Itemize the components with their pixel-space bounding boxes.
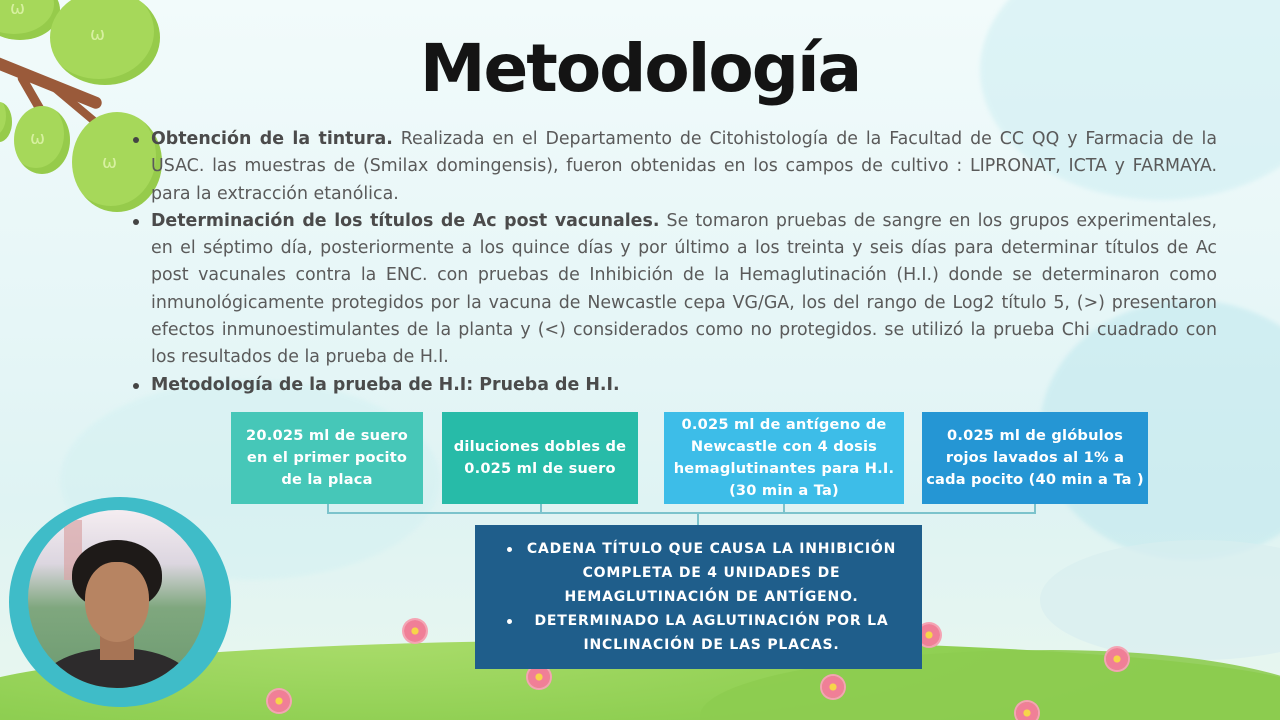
result-item: DETERMINADO LA AGLUTINACIÓN POR LA INCLINACIÓN DE LAS PLACAS. — [511, 609, 898, 657]
step-box-red-cells: 0.025 ml de glóbulos rojos lavados al 1% a cada pocito (40 min a Ta ) — [922, 412, 1148, 504]
result-box — [475, 525, 922, 669]
background-hill — [1040, 540, 1280, 660]
bullet-heading: Obtención de la tintura. — [151, 129, 393, 149]
slide-title: Metodología — [419, 30, 861, 107]
flower-icon — [268, 690, 290, 712]
flower-icon — [528, 666, 550, 688]
step-box-antigen: 0.025 ml de antígeno de Newcastle con 4 dosis hemaglutinantes para H.I. (30 min a Ta) — [664, 412, 904, 504]
bullet-heading: Determinación de los títulos de Ac post vacunales. — [151, 210, 660, 231]
connector-line — [697, 512, 699, 525]
bullet-item — [127, 208, 1217, 372]
bullet-heading: Metodología de la prueba de H.I: Prueba de H.I. — [151, 374, 620, 395]
bullet-text: Realizada en el Departamento de Citohistología de la Facultad de CC QQ y Farmacia de la USAC. las muestras de (Smilax domingensis), fueron obtenidas en los campos de cultivo : LIPRONAT, ICTA y FARMAYA. para la extracción etanólica. — [151, 129, 1217, 204]
tree-decoration: ω ω ω ω — [0, 0, 200, 220]
step-box-serum: 20.025 ml de suero en el primer pocito de la placa — [231, 412, 423, 504]
flower-icon — [1016, 702, 1038, 720]
connector-line — [327, 512, 1036, 514]
bullet-item — [127, 372, 1217, 399]
presenter-webcam — [28, 510, 206, 688]
bullet-text: Se tomaron pruebas de sangre en los grupos experimentales, en el séptimo día, posteriormente a los quince días y por último a los treinta y seis días para determinar títulos de Ac post vacunales contra la ENC. con pruebas de Inhibición de la Hemaglutinación (H.I.) donde se determinaron como inmunológicamente protegidos por la vacuna de Newcastle cepa VG/GA, los del rango de Log2 título 5, (>) presentaron efectos inmunoestimulantes de la planta y (<) considerados como no protegidos. se utilizó la prueba Chi cuadrado con los resultados de la prueba de H.I. — [151, 210, 1217, 368]
flower-icon — [822, 676, 844, 698]
flower-icon — [404, 620, 426, 642]
step-box-dilutions: diluciones dobles de 0.025 ml de suero — [442, 412, 638, 504]
flower-icon — [1106, 648, 1128, 670]
bullet-item — [127, 126, 1217, 208]
methodology-bullets — [127, 126, 1217, 399]
result-item: CADENA TÍTULO QUE CAUSA LA INHIBICIÓN COMPLETA DE 4 UNIDADES DE HEMAGLUTINACIÓN DE ANTÍGENO. — [511, 537, 898, 609]
